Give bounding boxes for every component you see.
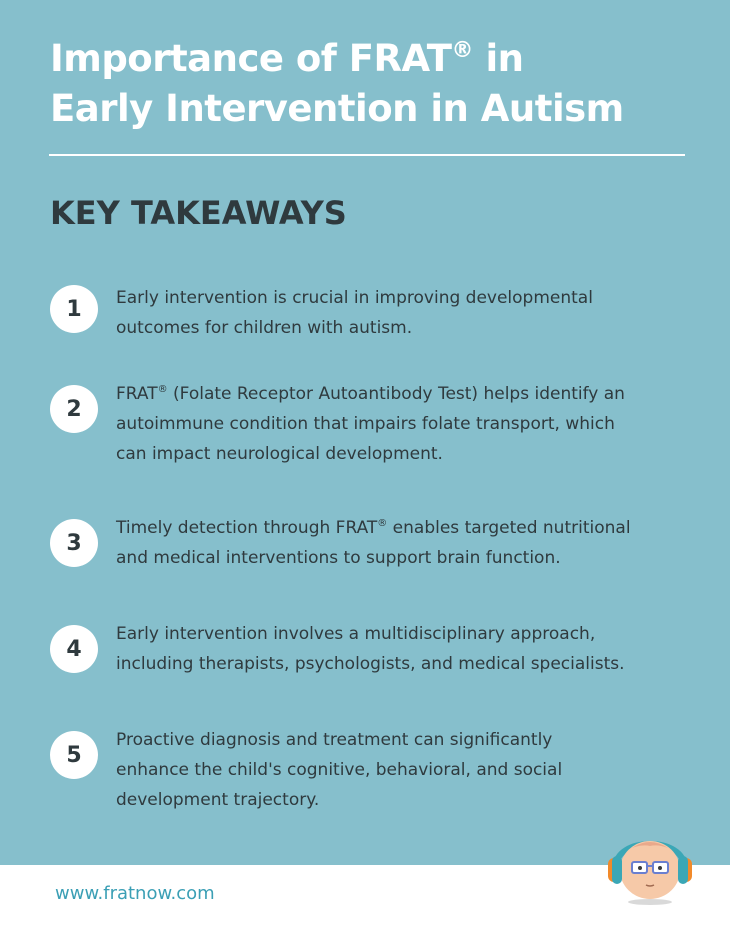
page-title [50,34,690,134]
number-badge: 3 [50,519,98,567]
takeaway-text: Timely detection through FRAT® enables targeted nutritional and medical interventions to support brain function. [116,518,631,568]
takeaway-text: Early intervention is crucial in improving developmental outcomes for children with autism. [116,288,593,338]
website-link[interactable]: www.fratnow.com [55,883,215,904]
title-line-2: Early Intervention in Autism [50,87,624,130]
child-with-headphones-icon [602,822,698,906]
takeaway-text: Proactive diagnosis and treatment can significantly enhance the child's cognitive, behavioral, and social development trajectory. [116,730,563,810]
number-badge: 5 [50,731,98,779]
takeaway-text: Early intervention involves a multidisciplinary approach, including therapists, psychologists, and medical specialists. [116,624,625,674]
number-badge: 1 [50,285,98,333]
section-heading: KEY TAKEAWAYS [50,194,347,232]
number-badge: 4 [50,625,98,673]
number-badge: 2 [50,385,98,433]
title-line-1: Importance of FRAT® in [50,37,524,80]
takeaway-text: FRAT® (Folate Receptor Autoantibody Test) helps identify an autoimmune condition that impairs folate transport, which can impact neurological development. [116,384,625,464]
title-divider [49,154,685,156]
